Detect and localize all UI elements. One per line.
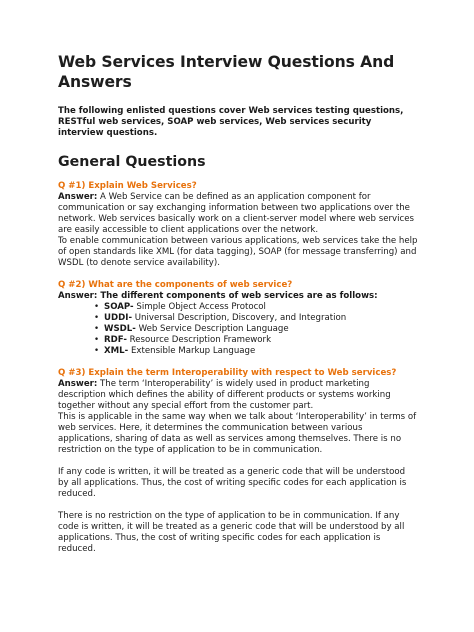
list-item-term: UDDI- — [104, 313, 133, 323]
components-list — [58, 302, 418, 357]
section-heading: General Questions — [58, 154, 206, 170]
list-item-term: RDF- — [104, 335, 127, 345]
answer-text: The term ‘Interoperability’ is widely used in product marketing description which defines the ability of different products or systems working together without any special effort from the customer part. — [58, 379, 391, 411]
list-item — [104, 346, 418, 357]
answer-label: Answer: — [58, 379, 98, 389]
document-title — [58, 52, 418, 92]
list-item — [104, 324, 418, 335]
list-item — [104, 313, 418, 324]
list-item-desc: Universal Description, Discovery, and Integration — [132, 313, 347, 323]
answer-label: Answer: — [58, 192, 98, 202]
list-item-term: XML- — [104, 346, 129, 356]
answer-text: The different components of web services are as follows: — [97, 291, 378, 301]
list-item-desc: Simple Object Access Protocol — [133, 302, 266, 312]
question-2-title: Q #2) What are the components of web service? — [58, 280, 293, 290]
question-2-block — [58, 280, 418, 357]
intro-paragraph: The following enlisted questions cover Web services testing questions, RESTful web services, SOAP web services, Web services security interview questions. — [58, 106, 404, 138]
question-3-paragraph-4: There is no restriction on the type of application to be in communication. If any code is written, it will be treated as a generic code that will be understood by all applications. Thus, the cost of writing specific codes for each application is reduced. — [58, 511, 405, 554]
list-item-desc: Extensible Markup Language — [128, 346, 256, 356]
title-line-2: Answers — [58, 73, 132, 91]
question-3-title: Q #3) Explain the term Interoperability with respect to Web services? — [58, 368, 397, 378]
question-3-answer — [58, 379, 418, 412]
list-item — [104, 335, 418, 346]
question-1-paragraph-2: To enable communication between various applications, web services take the help of open standards like XML (for data tagging), SOAP (for message transferring) and WSDL (to denote service availability). — [58, 236, 418, 268]
list-item-term: WSDL- — [104, 324, 136, 334]
question-3-paragraph-3: If any code is written, it will be treated as a generic code that will be understood by all applications. Thus, the cost of writing specific codes for each application is reduced. — [58, 467, 407, 499]
title-line-1: Web Services Interview Questions And — [58, 53, 395, 71]
list-item-desc: Web Service Description Language — [135, 324, 289, 334]
question-1-block — [58, 181, 418, 269]
question-3-block — [58, 368, 418, 555]
question-1-answer — [58, 192, 418, 236]
answer-label: Answer: — [58, 291, 98, 301]
list-item-desc: Resource Description Framework — [126, 335, 272, 345]
question-1-title: Q #1) Explain Web Services? — [58, 181, 197, 191]
question-3-paragraph-2: This is applicable in the same way when we talk about ‘Interoperability’ in terms of web services. Here, it determines the communication between various applications, sharing of data as well as services among themselves. There is no restriction on the type of application to be in communication. — [58, 412, 417, 455]
list-item — [104, 302, 418, 313]
question-2-answer — [58, 291, 418, 302]
answer-text: A Web Service can be defined as an application component for communication or say exchanging information between two applications over the network. Web services basically work on a client-server model where web services are easily accessible to client applications over the network. — [58, 192, 414, 235]
list-item-term: SOAP- — [104, 302, 134, 312]
